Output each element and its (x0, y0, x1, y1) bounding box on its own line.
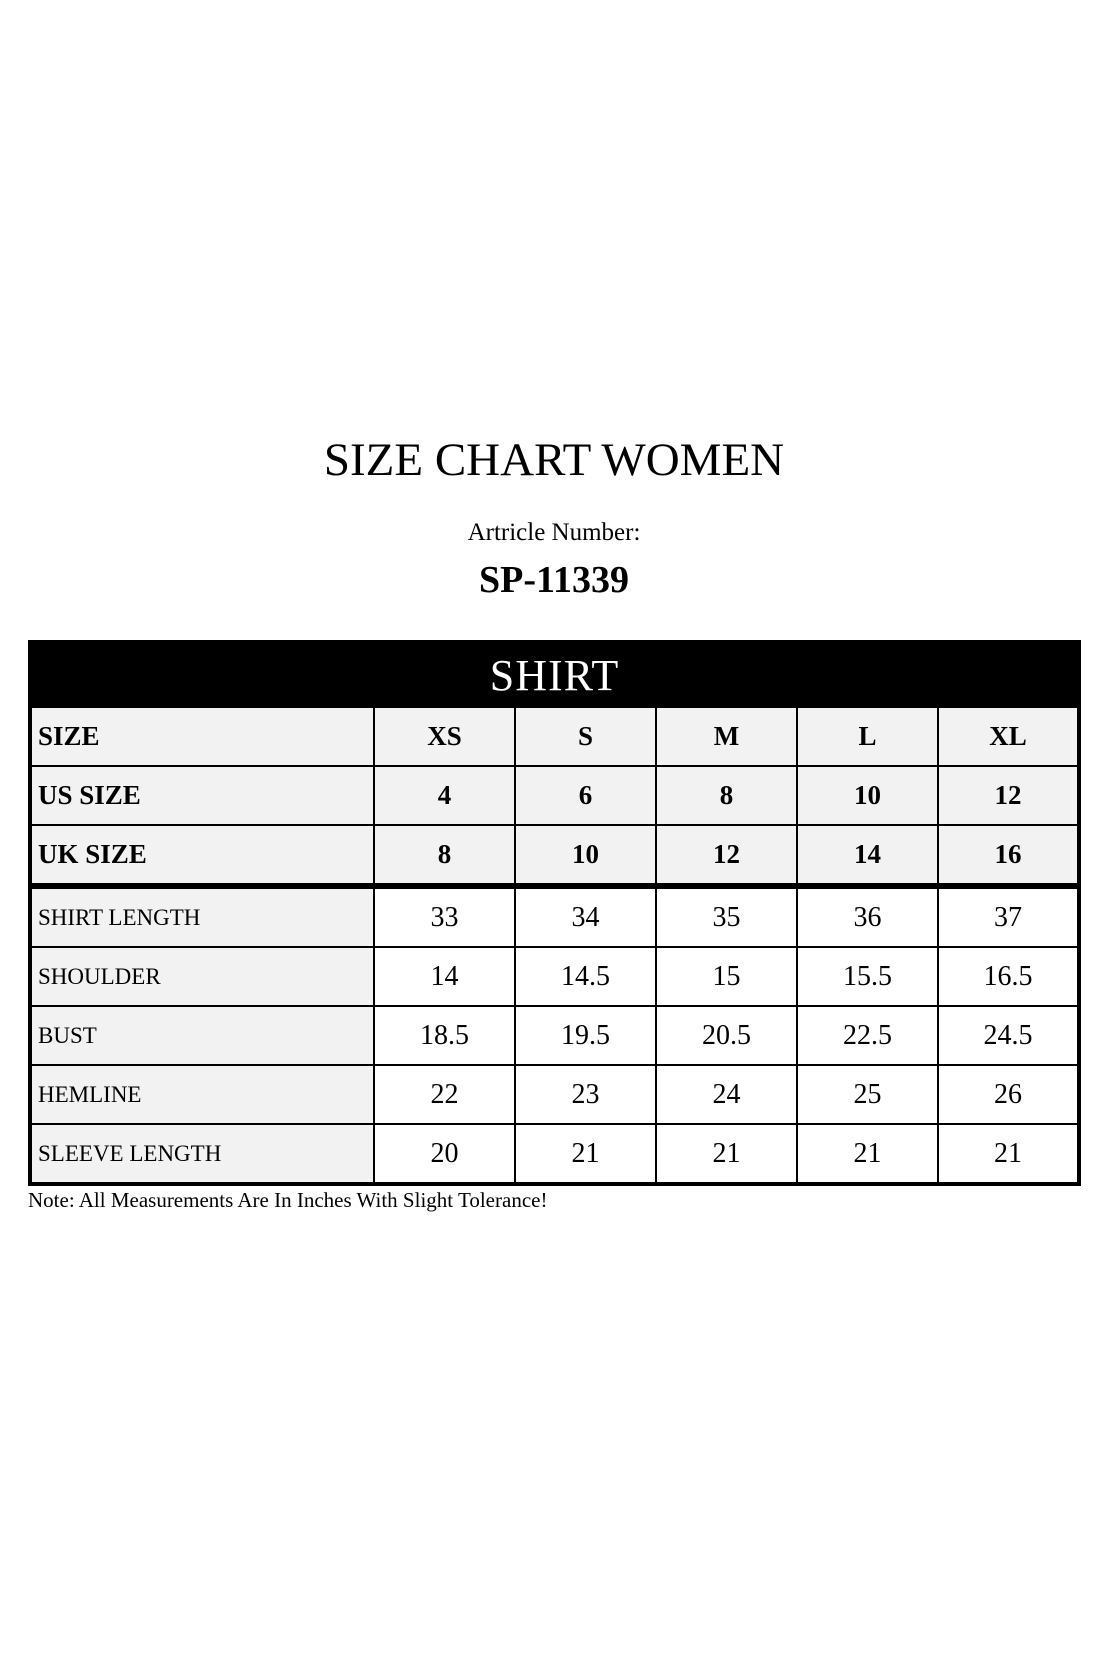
table-row (30, 1124, 1079, 1184)
value-cell: 14.5 (515, 947, 656, 1006)
value-cell: 20 (374, 1124, 515, 1184)
value-cell: 22 (374, 1065, 515, 1124)
table-row (30, 707, 1079, 766)
value-cell: 10 (515, 825, 656, 886)
value-cell: 21 (515, 1124, 656, 1184)
value-cell: 15 (656, 947, 797, 1006)
value-cell: 24 (656, 1065, 797, 1124)
value-cell: 21 (797, 1124, 938, 1184)
value-cell: 37 (938, 886, 1079, 947)
size-chart-table (28, 640, 1081, 1186)
value-cell: S (515, 707, 656, 766)
value-cell: 16 (938, 825, 1079, 886)
value-cell: M (656, 707, 797, 766)
value-cell: 23 (515, 1065, 656, 1124)
article-number: SP-11339 (479, 559, 629, 601)
table-row (30, 886, 1079, 947)
row-label-cell: SHIRT LENGTH (30, 886, 374, 947)
value-cell: 8 (374, 825, 515, 886)
value-cell: 12 (938, 766, 1079, 825)
value-cell: 14 (797, 825, 938, 886)
value-cell: XS (374, 707, 515, 766)
value-cell: 10 (797, 766, 938, 825)
value-cell: 34 (515, 886, 656, 947)
value-cell: 19.5 (515, 1006, 656, 1065)
row-label-cell: US SIZE (30, 766, 374, 825)
row-label-cell: SHOULDER (30, 947, 374, 1006)
value-cell: 15.5 (797, 947, 938, 1006)
value-cell: 4 (374, 766, 515, 825)
value-cell: L (797, 707, 938, 766)
value-cell: 18.5 (374, 1006, 515, 1065)
value-cell: 21 (938, 1124, 1079, 1184)
value-cell: 8 (656, 766, 797, 825)
value-cell: 20.5 (656, 1006, 797, 1065)
size-chart-table-wrap (28, 640, 1081, 1186)
table-row (30, 1065, 1079, 1124)
value-cell: 33 (374, 886, 515, 947)
value-cell: 24.5 (938, 1006, 1079, 1065)
row-label-cell: UK SIZE (30, 825, 374, 886)
value-cell: 35 (656, 886, 797, 947)
row-label-cell: BUST (30, 1006, 374, 1065)
value-cell: 36 (797, 886, 938, 947)
page-title: SIZE CHART WOMEN (323, 434, 785, 486)
table-row (30, 825, 1079, 886)
table-row (30, 766, 1079, 825)
table-row (30, 1006, 1079, 1065)
row-label-cell: SIZE (30, 707, 374, 766)
article-number-label: Artricle Number: (467, 519, 641, 546)
table-row (30, 947, 1079, 1006)
row-label-cell: HEMLINE (30, 1065, 374, 1124)
value-cell: 14 (374, 947, 515, 1006)
value-cell: 26 (938, 1065, 1079, 1124)
value-cell: XL (938, 707, 1079, 766)
value-cell: 25 (797, 1065, 938, 1124)
value-cell: 22.5 (797, 1006, 938, 1065)
table-banner-row (30, 642, 1079, 707)
value-cell: 21 (656, 1124, 797, 1184)
table-banner: SHIRT (30, 642, 1079, 707)
row-label-cell: SLEEVE LENGTH (30, 1124, 374, 1184)
note-text: Note: All Measurements Are In Inches With Slight Tolerance! (28, 1188, 548, 1212)
value-cell: 12 (656, 825, 797, 886)
value-cell: 16.5 (938, 947, 1079, 1006)
value-cell: 6 (515, 766, 656, 825)
